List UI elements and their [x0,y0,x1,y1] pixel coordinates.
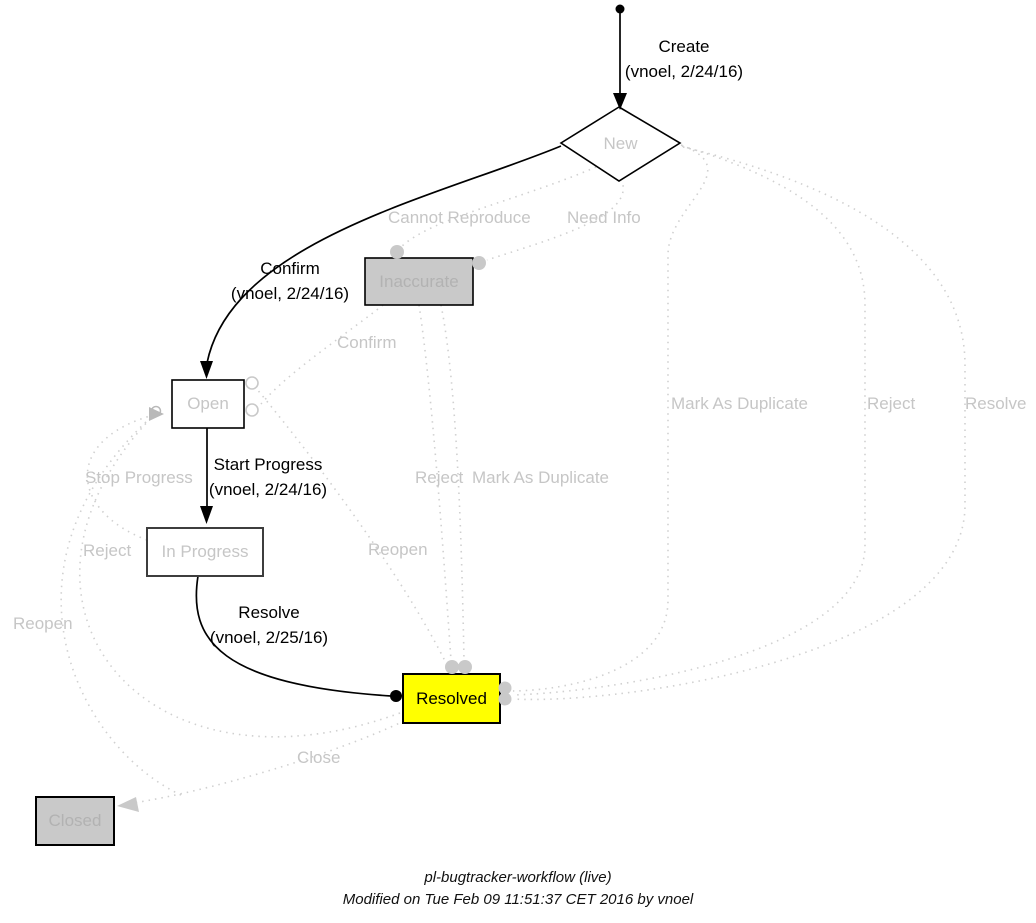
edge-reject-from-new [513,146,865,695]
edge-reopen-from-closed [61,421,181,795]
diagram-title: pl-bugtracker-workflow (live) [424,869,612,886]
edge-reopen-from-resolved [256,388,447,665]
node-in-progress-shape [147,528,263,576]
edge-resolve-from-new [513,147,965,699]
start-dot [616,5,625,14]
node-open-shape [172,380,244,428]
odot-into-open-right-lower [246,404,258,416]
edge-cannot-reproduce [400,167,596,248]
dot-into-resolved-right-2 [499,693,512,706]
node-open-label: Open [187,394,229,413]
transition-need-info-label: Need Info [567,208,641,227]
arrow-into-in-progress [200,506,213,524]
transition-reopen-closed-label: Reopen [13,614,73,633]
dot-into-inaccurate-top [390,245,404,259]
transition-confirm-inactive-label: Confirm [337,333,397,352]
transition-reject-in-progress-label: Reject [83,541,132,560]
edge-confirm-inactive [261,305,383,404]
transition-confirm-label: Confirm (vnoel, 2/24/16) [230,259,350,303]
edge-mark-as-duplicate-from-inaccurate [441,305,464,660]
node-inaccurate-shape [365,258,473,305]
arrow-into-open [200,361,213,379]
transition-start-progress-label: Start Progress (vnoel, 2/24/16) [208,455,328,499]
edge-close [133,721,404,803]
edge-reject-from-inaccurate [419,305,451,660]
dot-into-resolved-top-1 [445,660,459,674]
odot-into-open-right-upper [246,377,258,389]
transition-resolve-label: Resolve (vnoel, 2/25/16) [209,603,329,647]
transition-stop-progress-label: Stop Progress [85,468,193,487]
edge-stop-progress [87,416,150,540]
transition-mark-as-duplicate-inaccurate-label: Mark As Duplicate [472,468,609,487]
node-closed-shape [36,797,114,845]
dot-into-inaccurate-right [472,256,486,270]
edge-reject-from-in-progress [80,419,400,737]
transition-mark-as-duplicate-new-label: Mark As Duplicate [671,394,808,413]
dot-into-resolved-left [390,690,402,702]
transition-cannot-reproduce-label: Cannot Reproduce [388,208,531,227]
transition-reject-inaccurate-label: Reject [415,468,464,487]
transition-reject-new-label: Reject [867,394,916,413]
node-new-shape [561,107,680,181]
edge-confirm [207,146,561,363]
dot-into-resolved-top-2 [458,660,472,674]
transition-close-label: Close [297,748,341,767]
transition-reopen-resolved-label: Reopen [368,540,428,559]
edge-mark-as-duplicate-from-new [513,145,708,691]
edge-resolve [196,576,391,696]
transition-resolve-new-label: Resolve [965,394,1027,413]
transition-create-label: Create (vnoel, 2/24/16) [624,37,744,81]
diagram-modified-line: Modified on Tue Feb 09 11:51:37 CET 2016 by vnoel [342,891,694,908]
arrow-into-closed [117,797,139,812]
node-in-progress-label: In Progress [161,542,249,561]
edge-need-info [487,179,623,260]
node-inaccurate-label: Inaccurate [379,271,459,291]
node-new-label: New [603,134,638,153]
node-resolved-shape [403,674,500,723]
arrow-into-new [613,93,627,110]
node-closed-label: Closed [48,811,102,830]
node-resolved-label: Resolved [416,688,487,708]
